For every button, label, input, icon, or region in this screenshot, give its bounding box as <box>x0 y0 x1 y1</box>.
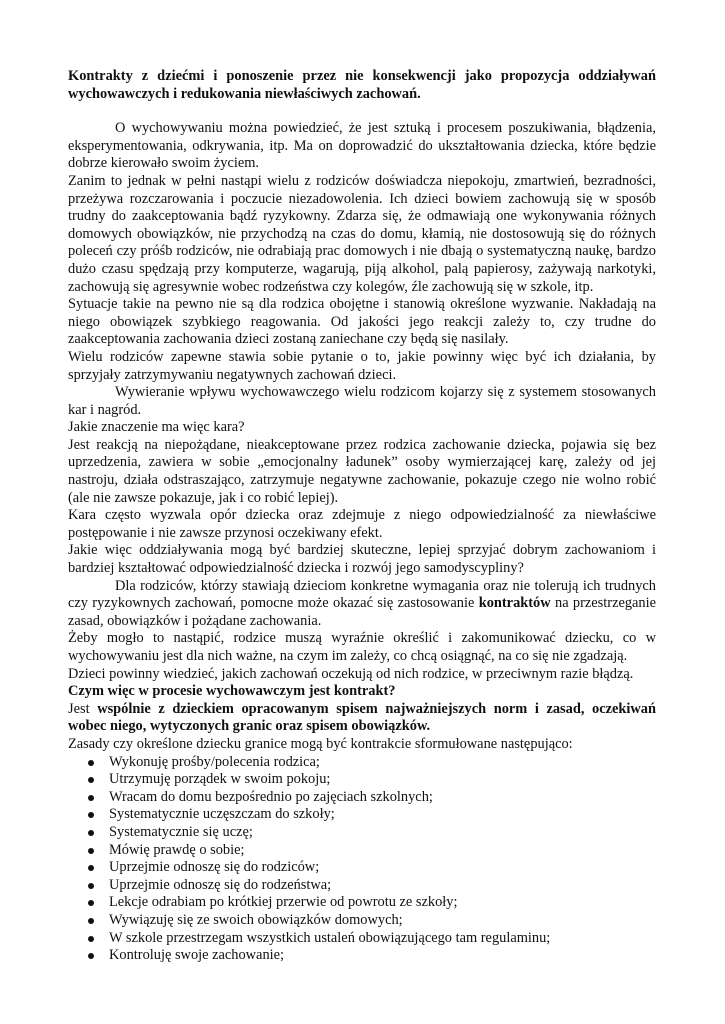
contracts-text-after: na przestrzeganie zasad, obowiązków i pożądane zachowania. <box>68 595 657 629</box>
section-heading-contract: Czym więc w procesie wychowawczym jest kontrakt? <box>68 683 396 700</box>
paragraph-question-actions: Wielu rodziców zapewne stawia sobie pytanie o to, jakie powinny więc być ich działania, by sprzyjały zatrzymywaniu negatywnych zachowań dzieci. <box>68 348 656 383</box>
contracts-keyword: kontraktów <box>478 595 551 612</box>
contracts-text-before: Dla rodziców, którzy stawiają dzieciom konkretne wymagania oraz nie tolerują ich trudnych czy ryzykownych zachowań, pomocne może okazać się zastosowanie <box>68 577 656 612</box>
paragraph-intro: O wychowywaniu można powiedzieć, że jest sztuką i procesem poszukiwania, błądzenia, eksperymentowania, odkrywania, itp. Ma on doprowadzić do ukształtowania dziecka, które będzie dobrze kierowało swoim życiem. <box>68 120 656 172</box>
paragraph-punishment-definition: Jest reakcją na niepożądane, nieakceptowane przez rodzica zachowanie dziecka, pojawia się bez uprzedzenia, zawiera w sobie „emocjonalny ładunek” osoby wymierzającej karę, zależy od jej nastroju, działa odstraszająco, zatrzymuje negatywne zachowanie, pokazuje czego nie wolno robić (ale nie zawsze pokazuje, jak i co robić lepiej). <box>68 436 656 506</box>
list-item: Systematycznie uczęszczam do szkoły; <box>109 806 335 823</box>
paragraph-communicate: Żeby mogło to nastąpić, rodzice muszą wyraźnie określić i zakomunikować dziecku, co w wychowywaniu jest dla nich ważne, na czym im zależy, co chcą osiągnąć, na co się nie zgadzają. <box>68 630 656 664</box>
list-item: W szkole przestrzegam wszystkich ustaleń obowiązującego tam regulaminu; <box>109 929 551 946</box>
paragraph-contract-definition <box>68 701 656 736</box>
list-item: Lekcje odrabiam po krótkiej przerwie od powrotu ze szkoły; <box>109 894 458 911</box>
list-item: Wywiązuję się ze swoich obowiązków domowych; <box>109 911 403 928</box>
paragraph-parents-worries: Zanim to jednak w pełni nastąpi wielu z rodziców doświadcza niepokoju, zmartwień, bezradności, przeżywa rozczarowania i poczucie niezadowolenia. Ich dzieci bowiem zachowują się w sposób trudny do zaakceptowania bądź ryzykowny. Zdarza się, że odmawiają one wykonywania różnych domowych obowiązków, nie przychodzą na czas do domu, kłamią, nie dostosowują się do różnych poleceń czy próśb rodziców, nie odrabiają prac domowych i nie dbają o systematyczną naukę, bardzo dużo czasu spędzają przy komputerze, wagarują, piją alkohol, palą papierosy, zażywają narkotyki, zachowują się agresywnie wobec rodzeństwa czy kolegów, źle zachowują się w szkole, itp. <box>68 172 656 295</box>
list-item: Wykonuję prośby/polecenia rodzica; <box>109 753 320 770</box>
paragraph-punishment-effects: Kara często wyzwala opór dziecka oraz zdejmuje z niego odpowiedzialność za niewłaściwe postępowanie i nie zawsze przynosi oczekiwany efekt. <box>68 507 656 541</box>
document-title: Kontrakty z dziećmi i ponoszenie przez nie konsekwencji jako propozycja oddziaływań wychowawczych i redukowania niewłaściwych zachowań. <box>68 68 656 102</box>
rules-list <box>68 754 656 965</box>
document-page <box>68 68 656 965</box>
paragraph-expectations: Dzieci powinny wiedzieć, jakich zachowań oczekują od nich rodzice, w przeciwnym razie błądzą. <box>68 665 634 682</box>
paragraph-punishment-reward: Wywieranie wpływu wychowawczego wielu rodzicom kojarzy się z systemem stosowanych kar i nagród. <box>68 384 656 418</box>
paragraph-contracts-intro <box>68 578 656 631</box>
definition-text-before: Jest <box>68 700 98 717</box>
list-item: Wracam do domu bezpośrednio po zajęciach szkolnych; <box>109 788 433 805</box>
list-item: Uprzejmie odnoszę się do rodzeństwa; <box>109 876 332 893</box>
paragraph-question-effective: Jakie więc oddziaływania mogą być bardziej skuteczne, lepiej sprzyjać dobrym zachowaniom i bardziej kształtować odpowiedzialność dziecka i rozwój jego samodyscypliny? <box>68 542 656 577</box>
paragraph-rules-intro: Zasady czy określone dziecku granice mogą być kontrakcie sformułowane następująco: <box>68 735 573 752</box>
definition-bold: wspólnie z dzieckiem opracowanym spisem najważniejszych norm i zasad, oczekiwań wobec niego, wytyczonych granic oraz spisem obowiązków. <box>68 700 656 735</box>
list-item: Utrzymuję porządek w swoim pokoju; <box>109 771 331 788</box>
list-item: Systematycznie się uczę; <box>109 823 253 840</box>
list-item: Mówię prawdę o sobie; <box>109 841 245 858</box>
list-item: Uprzejmie odnoszę się do rodziców; <box>109 859 320 876</box>
list-item: Kontroluję swoje zachowanie; <box>109 947 285 964</box>
paragraph-question-punishment: Jakie znaczenie ma więc kara? <box>68 419 245 436</box>
paragraph-challenge: Sytuacje takie na pewno nie są dla rodzica obojętne i stanowią określone wyzwanie. Nakładają na niego obowiązek szybkiego reagowania. Od jakości jego reakcji zależy to, czy trudne do zaakceptowania zachowania dzieci zostaną zaniechane czy będą się nasilały. <box>68 296 656 348</box>
